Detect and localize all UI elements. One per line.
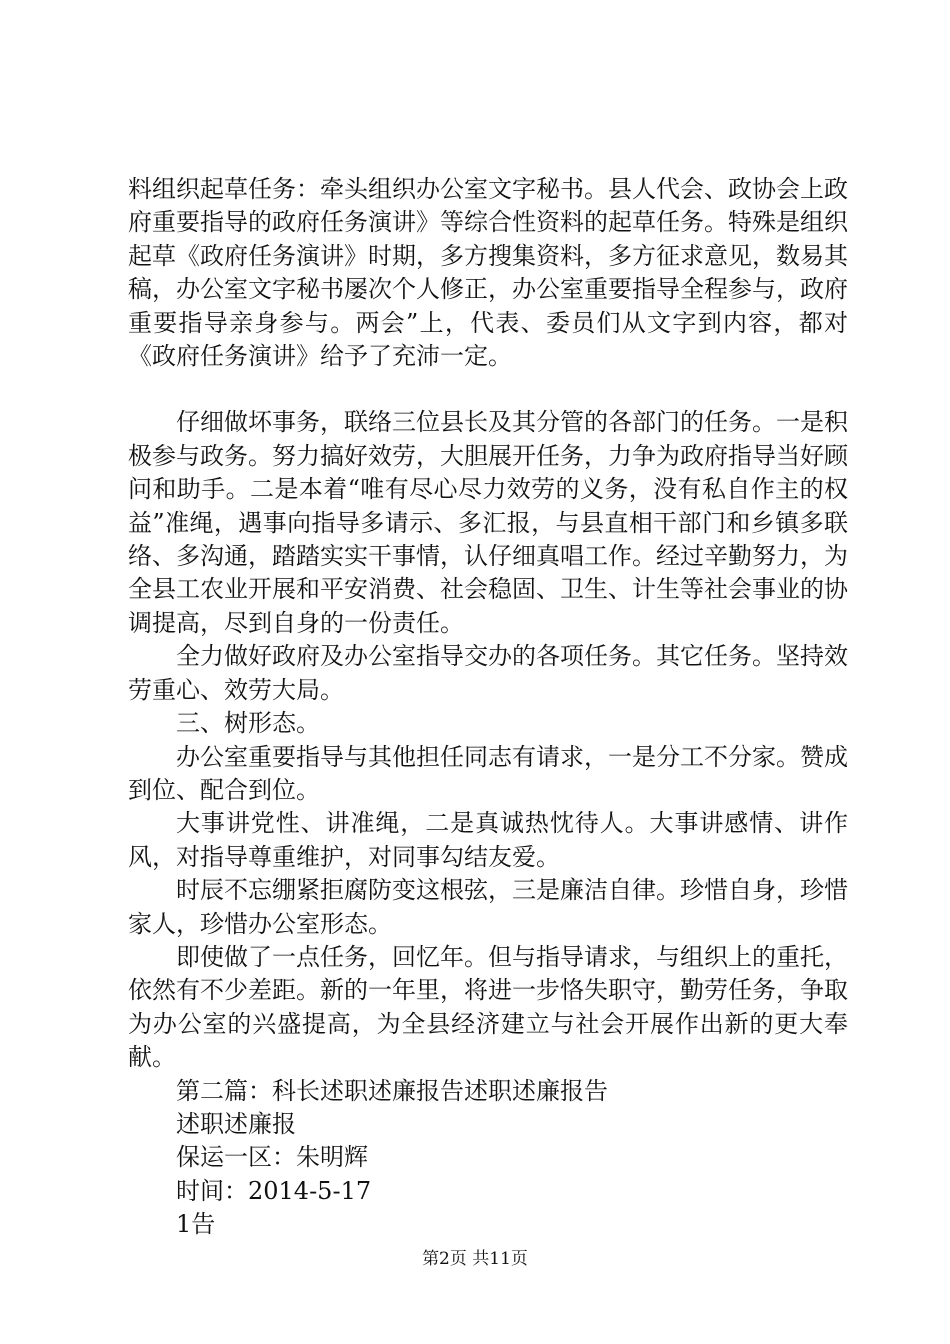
report-title: 述职述廉报 — [176, 1109, 296, 1138]
paragraph-integrity: 时辰不忘绷紧拒腐防变这根弦，三是廉洁自律。珍惜自身，珍惜家人，珍惜办公室形态。 — [128, 876, 848, 938]
page-number-footer: 第2页 共11页 — [422, 1249, 528, 1269]
chapter-title: 第二篇：科长述职述廉报告述职述廉报告 — [176, 1076, 608, 1105]
paragraph-drafting: 料组织起草任务：牵头组织办公室文字秘书。县人代会、政协会上政府重要指导的政府任务演讲》等综合性资料的起草任务。特殊是组织起草《政府任务演讲》时期，多方搜集资料，多方征求意见，数易其稿，办公室文字秘书屡次个人修正，办公室重要指导全程参与，政府重要指导亲身参与。两会”上，代表、委员们从文字到内容，都对《政府任务演讲》给予了充沛一定。 — [128, 175, 848, 371]
report-author: 保运一区：朱明辉 — [176, 1143, 368, 1172]
document-body — [128, 173, 848, 1242]
paragraph-tasks: 全力做好政府及办公室指导交办的各项任务。其它任务。坚持效劳重心、效劳大局。 — [128, 642, 848, 704]
report-date: 时间：2014-5-17 — [176, 1176, 372, 1205]
paragraph-review: 即使做了一点任务，回忆年。但与指导请求，与组织上的重托，依然有不少差距。新的一年里，将进一步恪失职守，勤劳任务，争取为办公室的兴盛提高，为全县经济建立与社会开展作出新的更大奉献。 — [128, 942, 848, 1072]
paragraph-affairs: 仔细做坏事务，联络三位县长及其分管的各部门的任务。一是积极参与政务。努力搞好效劳，大胆展开任务，力争为政府指导当好顾问和助手。二是本着“唯有尽心尽力效劳的义务，没有私自作主的权益”准绳，遇事向指导多请示、多汇报，与县直相干部门和乡镇多联络、多沟通，踏踏实实干事情，认仔细真唱工作。经过辛勤努力，为全县工农业开展和平安消费、社会稳固、卫生、计生等社会事业的协调提高，尽到自身的一份责任。 — [128, 408, 848, 637]
report-fragment: 1告 — [176, 1210, 216, 1239]
paragraph-gap — [128, 373, 848, 406]
paragraph-party: 大事讲党性、讲准绳，二是真诚热忱待人。大事讲感情、讲作风，对指导尊重维护，对同事勾结友爱。 — [128, 809, 848, 871]
paragraph-division: 办公室重要指导与其他担任同志有请求，一是分工不分家。赞成到位、配合到位。 — [128, 742, 848, 804]
section-heading: 三、树形态。 — [176, 709, 320, 738]
